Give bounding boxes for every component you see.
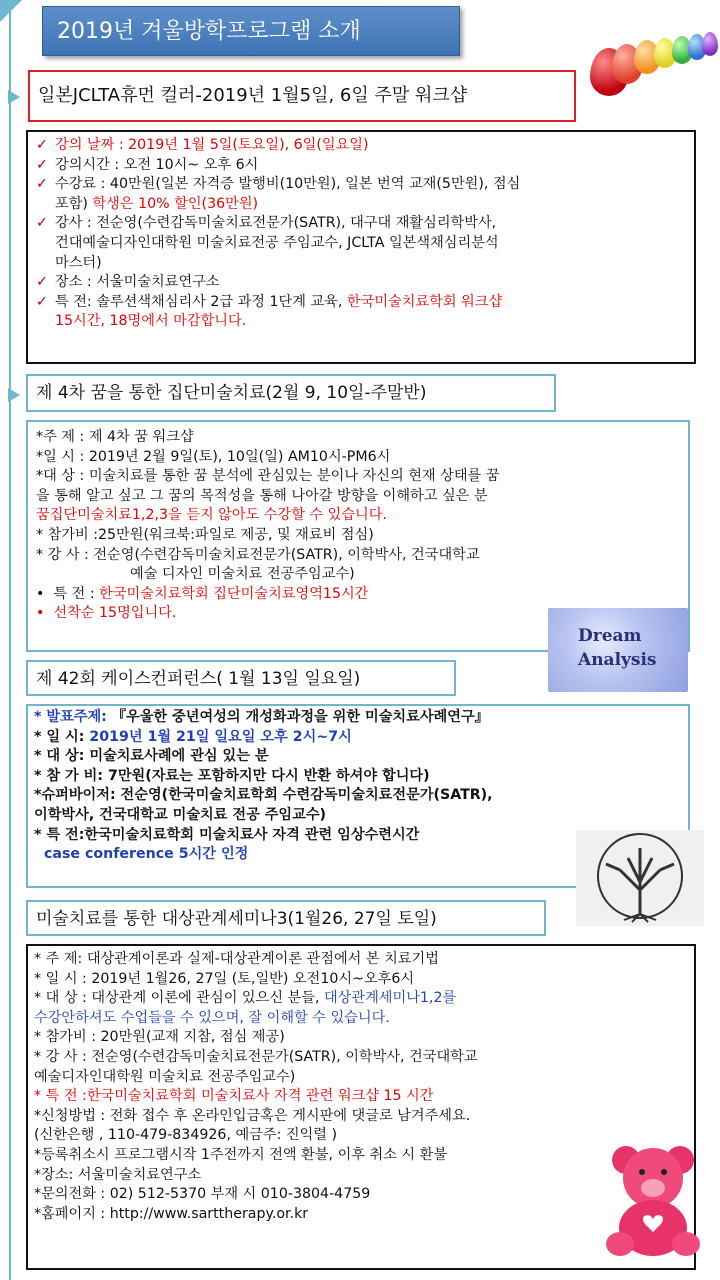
arrow-marker-icon	[8, 388, 20, 402]
color-drops-image	[590, 40, 720, 130]
section4-box: * 주 제: 대상관계이론과 실제-대상관계이론 관점에서 본 치료기법 * 일 시 : 2019년 1월26, 27일 (토,일반) 오전10시~오후6시 * 대 상 : 대상관계 이론에 관심이 있으신 분들, 대상관계세미나1,2를 수강안하셔도 수업들을 수 있으며, 잘 이해할 수 있습니다. * 참가비 : 20만원(교재 지참, 점심 제공) * 강 사 : 전순영(수련감독미술치료전문가(SATR), 이학박사, 건국대학교 예술디자인대학원 미술치료 전공주임교수) * 특 전 :한국미술치료학회 미술치료사 자격 관련 워크샵 15 시간 *신청방법 : 전화 접수 후 온라인입금혹은 게시판에 댓글로 남겨주세요. (신한은행 , 110-479-834926, 예금주: 진익렬 ) *등록취소시 프로그램시작 1주전까지 전액 환불, 이후 취소 시 환불 *장소: 서울미술치료연구소 *문의전화 : 02) 512-5370 부재 시 010-3804-4759 *홈페이지 : http://www.sarttherapy.or.kr	[26, 944, 696, 1270]
list-item: ✓ 강사 : 전순영(수련감독미술치료전문가(SATR), 대구대 재활심리학박사, 건대예술디자인대학원 미술치료전공 주임교수, JCLTA 일본색채심리분석 마스터)	[36, 214, 686, 273]
page-title: 2019년 겨울방학프로그램 소개	[42, 6, 460, 56]
dream-analysis-image: Dream Analysis	[548, 608, 688, 692]
section1-box	[26, 130, 696, 364]
bullet-icon: •	[36, 585, 54, 602]
check-icon: ✓	[36, 274, 48, 291]
section2-box: *주 제 : 제 4차 꿈 워크샵 *일 시 : 2019년 2월 9일(토), 10일(일) AM10시-PM6시 *대 상 : 미술치료를 통한 꿈 분석에 관심있는 분이나 자신의 현재 상태를 꿈 을 통해 알고 싶고 그 꿈의 목적성을 통해 나아갈 방향을 이해하고 싶은 분 꿈집단미술치료1,2,3을 듣지 않아도 수강할 수 있습니다. * 참가비 :25만원(워크북:파일로 제공, 및 재료비 점심) * 강 사 : 전순영(수련감독미술치료전문가(SATR), 이학박사, 건국대학교 예술 디자인 미술치료 전공주임교수) • 특 전 : 한국미술치료학회 집단미술치료영역15시간 • 선착순 15명입니다.	[26, 420, 690, 652]
section4-header: 미술치료를 통한 대상관계세미나3(1월26, 27일 토일)	[26, 900, 546, 936]
check-icon: ✓	[36, 215, 48, 232]
section3-box: * 발표주제: 『우울한 중년여성의 개성화과정을 위한 미술치료사례연구』 * 일 시: 2019년 1월 21일 일요일 오후 2시~7시 * 대 상: 미술치료사례에 관심 있는 분 * 참 가 비: 7만원(자료는 포함하지만 다시 반환 하셔야 합니다) *슈퍼바이저: 전순영(한국미술치료학회 수련감독미술치료전문가(SATR), 이학박사, 건국대학교 미술치료 전공 주임교수) * 특 전:한국미술치료학회 미술치료사 자격 관련 임상수련시간 case conference 5시간 인정	[26, 704, 690, 888]
tree-of-life-image	[576, 830, 704, 926]
list-item: ✓ 강의 날짜 : 2019년 1월 5일(토요일), 6일(일요일)	[36, 136, 686, 156]
section1-header: 일본JCLTA휴먼 컬러-2019년 1월5일, 6일 주말 워크샵	[28, 70, 576, 122]
arrow-marker-icon	[8, 90, 20, 104]
check-icon: ✓	[36, 293, 48, 310]
check-icon: ✓	[36, 156, 48, 173]
list-item: ✓ 수강료 : 40만원(일본 자격증 발행비(10만원), 일본 번역 교재(5만원), 점심 포함) 학생은 10% 할인(36만원)	[36, 175, 686, 214]
check-icon: ✓	[36, 137, 48, 153]
check-icon: ✓	[36, 176, 48, 193]
list-item: ✓ 장소 : 서울미술치료연구소	[36, 273, 686, 293]
decorative-side-line	[9, 0, 11, 1280]
bullet-icon: •	[36, 605, 54, 622]
decorative-corner-triangle	[0, 0, 22, 22]
list-item: ✓ 강의시간 : 오전 10시~ 오후 6시	[36, 156, 686, 176]
list-item: ✓ 특 전: 솔루션색채심리사 2급 과정 1단계 교육, 한국미술치료학회 워크샵 15시간, 18명에서 마감합니다.	[36, 293, 686, 332]
section3-header: 제 42회 케이스컨퍼런스( 1월 13일 일요일)	[26, 660, 456, 696]
teddy-bear-image	[598, 1140, 708, 1262]
section2-header: 제 4차 꿈을 통한 집단미술치료(2월 9, 10일-주말반)	[26, 374, 556, 412]
